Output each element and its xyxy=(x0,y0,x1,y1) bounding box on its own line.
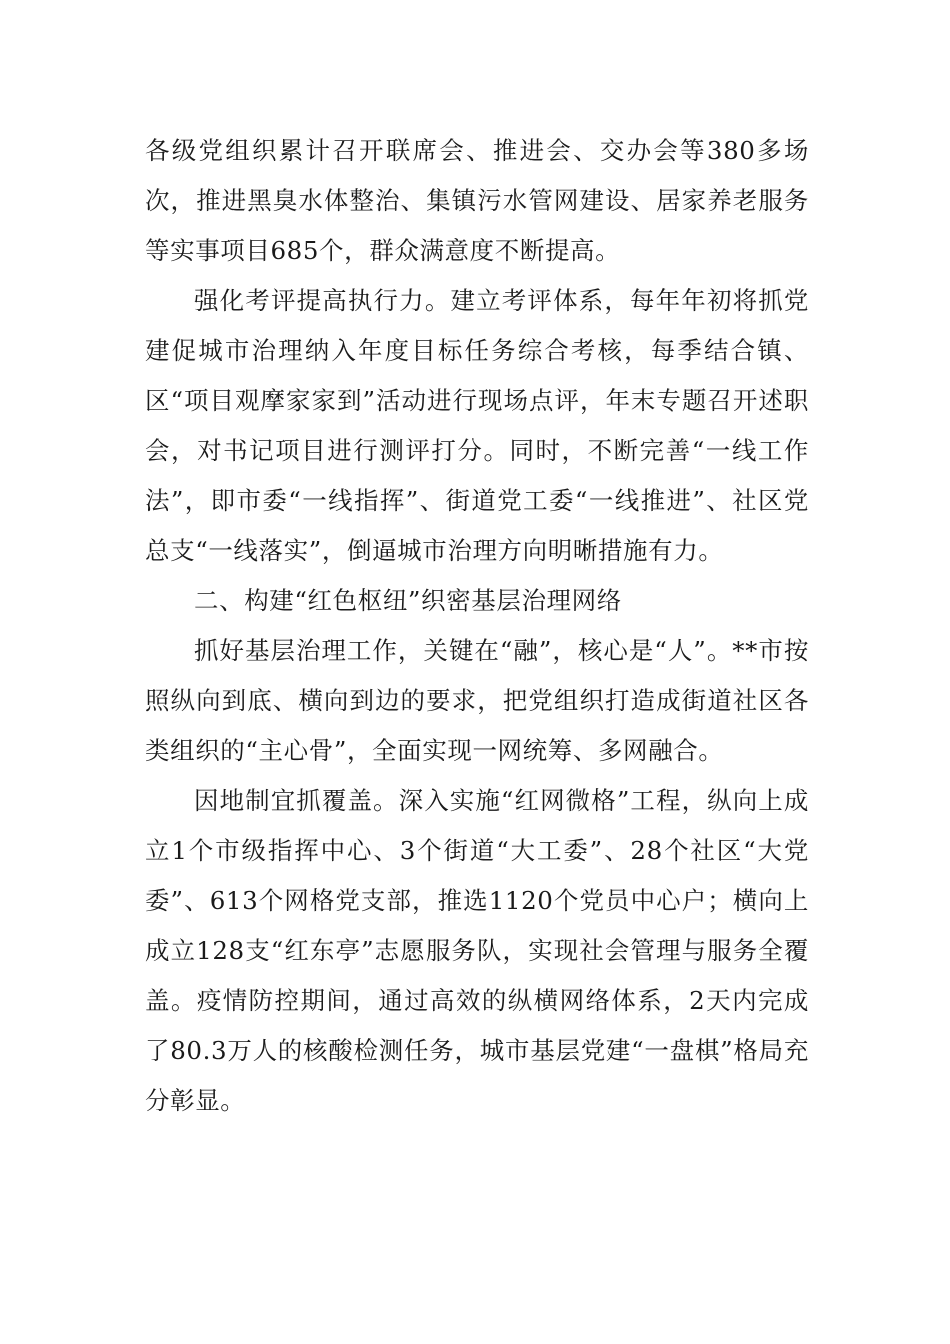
document-body xyxy=(145,126,809,1126)
paragraph-assessment: 强化考评提高执行力。建立考评体系，每年年初将抓党建促城市治理纳入年度目标任务综合考核，每季结合镇、区“项目观摩家家到”活动进行现场点评，年末专题召开述职会，对书记项目进行测评打分。同时，不断完善“一线工作法”，即市委“一线指挥”、街道党工委“一线推进”、社区党总支“一线落实”，倒逼城市治理方向明晰措施有力。 xyxy=(145,286,809,565)
paragraph-coverage: 因地制宜抓覆盖。深入实施“红网微格”工程，纵向上成立1个市级指挥中心、3个街道“大工委”、28个社区“大党委”、613个网格党支部，推选1120个党员中心户；横向上成立128支“红东亭”志愿服务队，实现社会管理与服务全覆盖。疫情防控期间，通过高效的纵横网络体系，2天内完成了80.3万人的核酸检测任务，城市基层党建“一盘棋”格局充分彰显。 xyxy=(145,786,809,1115)
paragraph-grassroots: 抓好基层治理工作，关键在“融”，核心是“人”。**市按照纵向到底、横向到边的要求，把党组织打造成街道社区各类组织的“主心骨”，全面实现一网统筹、多网融合。 xyxy=(145,636,809,765)
paragraph-continuation: 各级党组织累计召开联席会、推进会、交办会等380多场次，推进黑臭水体整治、集镇污水管网建设、居家养老服务等实事项目685个，群众满意度不断提高。 xyxy=(145,136,809,265)
section-heading: 二、构建“红色枢纽”织密基层治理网络 xyxy=(194,586,622,615)
